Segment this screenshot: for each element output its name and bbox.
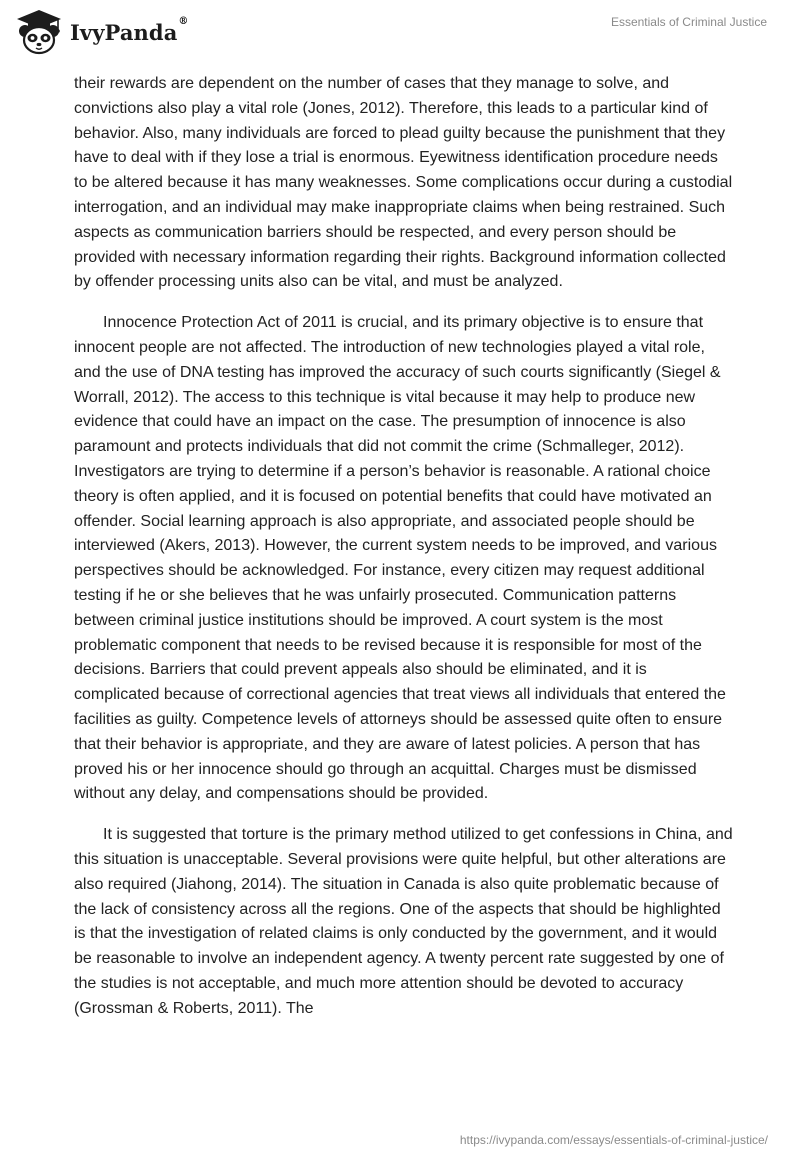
- registered-mark: ®: [178, 15, 189, 27]
- brand-logo[interactable]: [14, 8, 189, 56]
- brand-name: [70, 15, 189, 45]
- page-header: [0, 0, 800, 64]
- paragraph-1: their rewards are dependent on the number of cases that they manage to solve, and convictions also play a vital role (Jones, 2012). Therefore, this leads to a particular kind of behavior. Also, many individuals are forced to plead guilty because the punishment that they have to deal with if they lose a trial is enormous. Eyewitness identification procedure needs to be altered because it has many weaknesses. Some complications occur during a custodial interrogation, and an individual may make inappropriate claims when being restrained. Such aspects as communication barriers should be respected, and every person should be provided with necessary information regarding their rights. Background information collected by offender processing units also can be vital, and must be analyzed.: [74, 75, 733, 291]
- paragraph-2: Innocence Protection Act of 2011 is crucial, and its primary objective is to ensure that innocent people are not affected. The introduction of new technologies played a vital role, and the use of DNA testing has improved the accuracy of such courts significantly (Siegel & Worrall, 2012). The access to this technique is vital because it may help to produce new evidence that could have an impact on the case. The presumption of innocence is also paramount and protects individuals that did not commit the crime (Schmalleger, 2012). Investigators are trying to determine if a person’s behavior is reasonable. A rational choice theory is often applied, and it is focused on potential benefits that could have motivated an offender. Social learning approach is also appropriate, and associated people should be interviewed (Akers, 2013). However, the current system needs to be improved, and various perspectives should be acknowledged. For instance, every citizen may request additional testing if he or she believes that he was unfairly prosecuted. Communication patterns between criminal justice institutions should be improved. A court system is the most problematic component that needs to be revised because it is responsible for most of the decisions. Barriers that could prevent appeals also should be eliminated, and it is complicated because of correctional agencies that treat views all individuals that entered the facilities as guilty. Competence levels of attorneys should be assessed quite often to ensure that their behavior is appropriate, and they are aware of latest policies. A person that has proved his or her innocence should go through an acquittal. Charges must be dismissed without any delay, and compensations should be provided.: [74, 314, 726, 803]
- brand-name-text: IvyPanda: [70, 19, 178, 45]
- paragraph-3: It is suggested that torture is the primary method utilized to get confessions in China, and this situation is unacceptable. Several provisions were quite helpful, but other alterations are also required (Jiahong, 2014). The situation in Canada is also quite problematic because of the lack of consistency across all the regions. One of the aspects that should be highlighted is that the investigation of related claims is only conducted by the government, and it would be reasonable to involve an independent agency. A twenty percent rate suggested by one of the studies is not acceptable, and much more attention should be devoted to accuracy (Grossman & Roberts, 2011). The: [74, 826, 733, 1017]
- document-title: Essentials of Criminal Justice: [610, 15, 767, 29]
- essay-body: [74, 72, 734, 1037]
- panda-graduate-icon: [14, 8, 64, 56]
- footer-url[interactable]: https://ivypanda.com/essays/essentials-of-criminal-justice/: [459, 1133, 768, 1147]
